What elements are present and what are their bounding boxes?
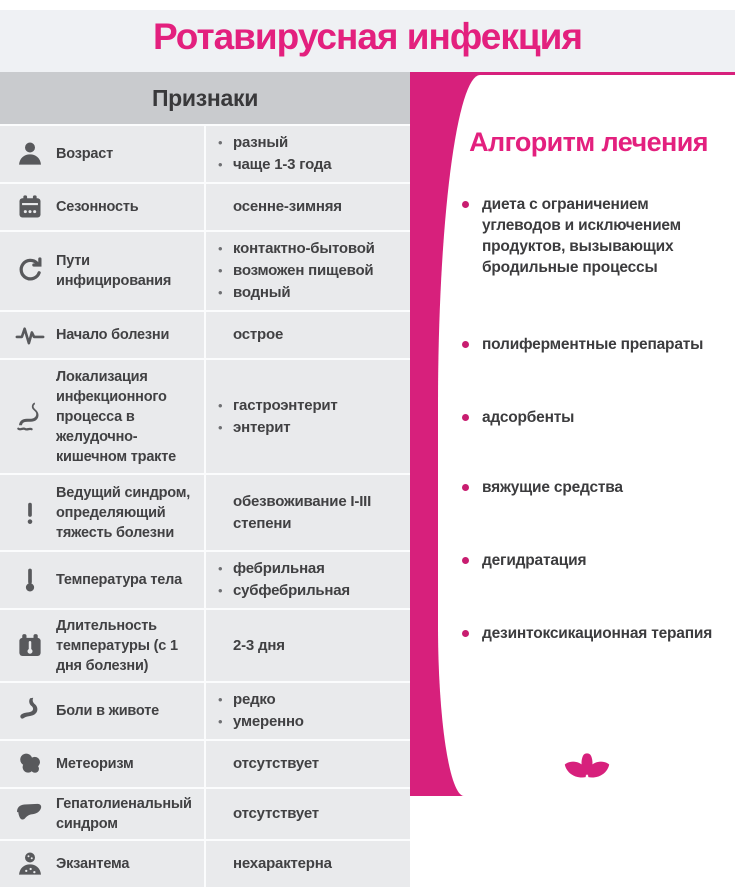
sign-label: Экзантема — [56, 856, 130, 872]
value-line — [218, 324, 404, 346]
sign-label-cell — [0, 610, 204, 681]
value-line — [218, 580, 404, 602]
signs-table — [0, 72, 410, 872]
sign-label-cell — [0, 552, 204, 608]
table-row — [0, 839, 410, 887]
bullet-dot: • — [218, 285, 223, 300]
value-line — [218, 491, 404, 535]
sign-value: разный — [233, 134, 289, 151]
value-line — [218, 558, 404, 580]
value-line — [218, 753, 404, 775]
value-line — [218, 132, 404, 154]
table-row — [0, 310, 410, 358]
sign-label-cell — [0, 232, 204, 310]
sign-label: Локализация инфекционного процесса в желудочно-кишечном тракте — [56, 368, 177, 465]
sign-value: энтерит — [233, 418, 291, 436]
value-line — [218, 154, 404, 176]
sign-value-cell — [204, 126, 410, 182]
page-title: Ротавирусная инфекция — [153, 16, 582, 57]
content — [0, 72, 735, 872]
sign-label: Метеоризм — [56, 756, 134, 772]
sign-label: Пути инфицирования — [56, 253, 172, 289]
value-line — [218, 196, 404, 218]
treatment-card — [438, 75, 735, 796]
bullet-dot: • — [218, 561, 223, 576]
treatment-item — [462, 194, 717, 278]
stomach-tract-icon — [12, 399, 48, 435]
table-row — [0, 124, 410, 182]
table-row — [0, 182, 410, 230]
sign-value: 2-3 дня — [233, 636, 285, 654]
gas-icon — [12, 746, 48, 782]
bullet-dot: • — [218, 263, 223, 278]
signs-table-body — [0, 124, 410, 887]
sign-value-cell — [204, 741, 410, 787]
sign-value-cell — [204, 360, 410, 473]
bullet-dot: • — [218, 692, 223, 707]
person-icon — [12, 136, 48, 172]
value-line — [218, 853, 404, 875]
value-line — [218, 689, 404, 711]
sign-label: Сезонность — [56, 199, 139, 215]
sign-value: острое — [233, 326, 284, 343]
treatment-panel — [410, 72, 735, 796]
table-row — [0, 230, 410, 310]
bullet-dot: • — [218, 157, 223, 172]
temperature-duration-icon — [12, 628, 48, 664]
table-row — [0, 473, 410, 550]
bullet-dot — [462, 414, 469, 421]
treatment-item — [462, 334, 717, 355]
calendar-icon — [12, 189, 48, 225]
bullet-dot: • — [218, 135, 223, 150]
sign-value: чаще 1-3 года — [233, 156, 332, 173]
value-line — [218, 803, 404, 825]
rash-icon — [12, 846, 48, 882]
exclamation-icon — [12, 495, 48, 531]
treatment-item-text: дегидратация — [482, 552, 587, 569]
refresh-icon — [12, 253, 48, 289]
sign-label: Температура тела — [56, 572, 183, 588]
treatment-title: Алгоритм лечения — [469, 127, 708, 157]
bullet-dot: • — [218, 583, 223, 598]
bullet-dot — [462, 484, 469, 491]
value-line — [218, 238, 404, 260]
bullet-dot — [462, 630, 469, 637]
title-band — [0, 0, 735, 72]
thermometer-icon — [12, 562, 48, 598]
flower-icon — [558, 738, 616, 780]
sign-value-cell — [204, 312, 410, 358]
sign-label: Начало болезни — [56, 327, 170, 343]
sign-label-cell — [0, 312, 204, 358]
sign-label-cell — [0, 184, 204, 230]
table-row — [0, 681, 410, 739]
treatment-item-text: диета с ограничением углеводов и исключением продуктов, вызывающих бродильные процессы — [482, 196, 681, 276]
bullet-dot: • — [218, 714, 223, 729]
sign-value: отсутствует — [233, 755, 319, 772]
sign-label: Боли в животе — [56, 703, 159, 719]
sign-value: субфебрильная — [233, 582, 350, 599]
treatment-item — [462, 550, 717, 571]
sign-label: Гепатолиенальный синдром — [56, 796, 192, 832]
table-row — [0, 550, 410, 608]
treatment-item-text: дезинтоксикационная терапия — [482, 625, 713, 642]
bullet-dot: • — [218, 419, 223, 435]
bullet-dot — [462, 341, 469, 348]
treatment-list — [438, 194, 735, 644]
sign-value: нехарактерна — [233, 855, 332, 872]
sign-value: гастроэнтерит — [233, 396, 338, 414]
sign-value-cell — [204, 552, 410, 608]
sign-value: фебрильная — [233, 560, 325, 577]
bullet-dot — [462, 201, 469, 208]
bullet-dot: • — [218, 241, 223, 256]
sign-label-cell — [0, 360, 204, 473]
sign-value-cell — [204, 184, 410, 230]
sign-label-cell — [0, 841, 204, 887]
treatment-item — [462, 477, 717, 498]
sign-value: редко — [233, 691, 276, 708]
stomach-icon — [12, 693, 48, 729]
sign-label: Длительность температуры (с 1 дня болезни) — [56, 617, 178, 674]
value-line — [218, 282, 404, 304]
value-line — [218, 395, 404, 417]
sign-value: возможен пищевой — [233, 262, 374, 279]
liver-icon — [12, 796, 48, 832]
table-row — [0, 358, 410, 473]
sign-label-cell — [0, 741, 204, 787]
treatment-item-text: адсорбенты — [482, 409, 575, 426]
sign-label-cell — [0, 789, 204, 839]
bullet-dot — [462, 557, 469, 564]
sign-label-cell — [0, 475, 204, 550]
sign-value: обезвоживание I-III степени — [233, 492, 372, 532]
sign-label-cell — [0, 126, 204, 182]
sign-value: осенне-зимняя — [233, 198, 342, 215]
sign-value: умеренно — [233, 713, 304, 730]
sign-value-cell — [204, 683, 410, 739]
treatment-item-text: полиферментные препараты — [482, 336, 704, 353]
value-line — [218, 417, 404, 439]
table-row — [0, 739, 410, 787]
value-line — [218, 260, 404, 282]
sign-value-cell — [204, 610, 410, 681]
sign-value: водный — [233, 284, 291, 301]
sign-value-cell — [204, 841, 410, 887]
value-line — [218, 711, 404, 733]
value-line — [218, 635, 404, 657]
sign-value-cell — [204, 232, 410, 310]
bullet-dot: • — [218, 397, 223, 413]
sign-value: контактно-бытовой — [233, 240, 375, 257]
sign-label: Возраст — [56, 146, 114, 162]
sign-value-cell — [204, 475, 410, 550]
pulse-icon — [12, 317, 48, 353]
table-row — [0, 787, 410, 839]
sign-value-cell — [204, 789, 410, 839]
treatment-item-text: вяжущие средства — [482, 479, 623, 496]
sign-value: отсутствует — [233, 805, 319, 822]
signs-table-header: Признаки — [0, 72, 410, 124]
sign-label: Ведущий синдром, определяющий тяжесть болезни — [56, 484, 191, 541]
treatment-item — [462, 623, 717, 644]
table-row — [0, 608, 410, 681]
treatment-item — [462, 407, 717, 428]
sign-label-cell — [0, 683, 204, 739]
